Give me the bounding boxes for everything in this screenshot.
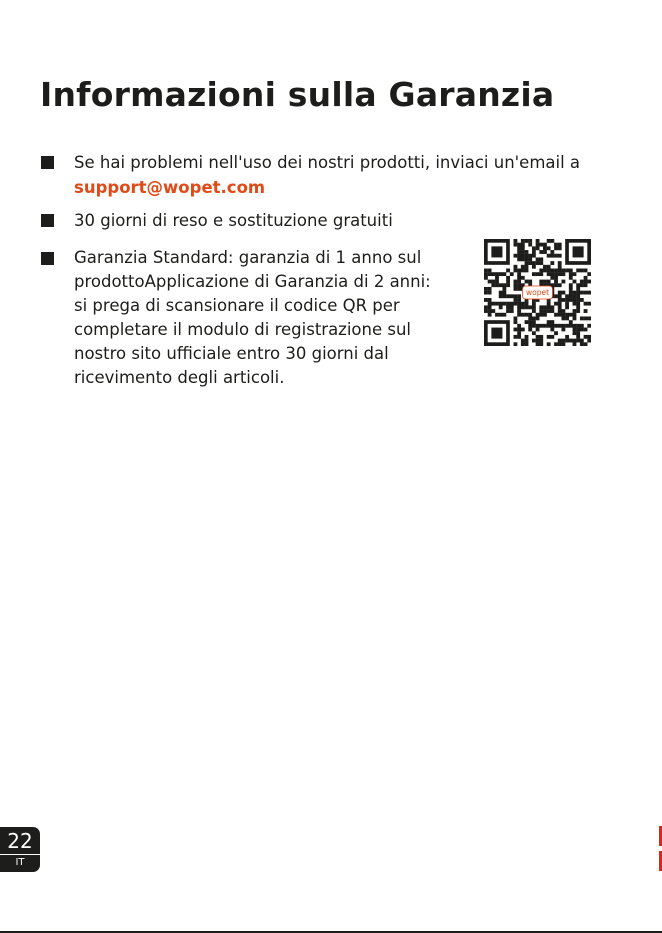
warranty-line: Garanzia Standard: garanzia di 1 anno sul (74, 248, 422, 267)
page-badge (0, 827, 40, 872)
page-title: Informazioni sulla Garanzia (40, 75, 555, 114)
warranty-line: completare il modulo di registrazione sul (74, 320, 412, 339)
qr-code-icon (484, 239, 591, 346)
warranty-line: nostro sito ufficiale entro 30 giorni dal (74, 344, 389, 363)
contact-text: Se hai problemi nell'uso dei nostri prodotti, inviaci un'email a (74, 153, 581, 172)
registration-qr-code[interactable] (484, 239, 591, 346)
support-email-link[interactable]: support@wopet.com (74, 178, 266, 197)
warranty-item-returns: 30 giorni di reso e sostituzione gratuiti (74, 211, 393, 230)
language-code: IT (15, 857, 25, 868)
bullet-marker (41, 214, 54, 227)
qr-logo-text: wopet (525, 288, 550, 298)
warranty-item-standard (74, 246, 431, 390)
warranty-item-contact (74, 151, 580, 200)
bullet-marker (41, 252, 54, 265)
warranty-line: prodottoApplicazione di Garanzia di 2 anni: (74, 272, 431, 291)
page-number: 22 (7, 829, 33, 853)
warranty-line: si prega di scansionare il codice QR per (74, 296, 400, 315)
warranty-line: ricevimento degli articoli. (74, 368, 285, 387)
bullet-marker (41, 156, 54, 169)
